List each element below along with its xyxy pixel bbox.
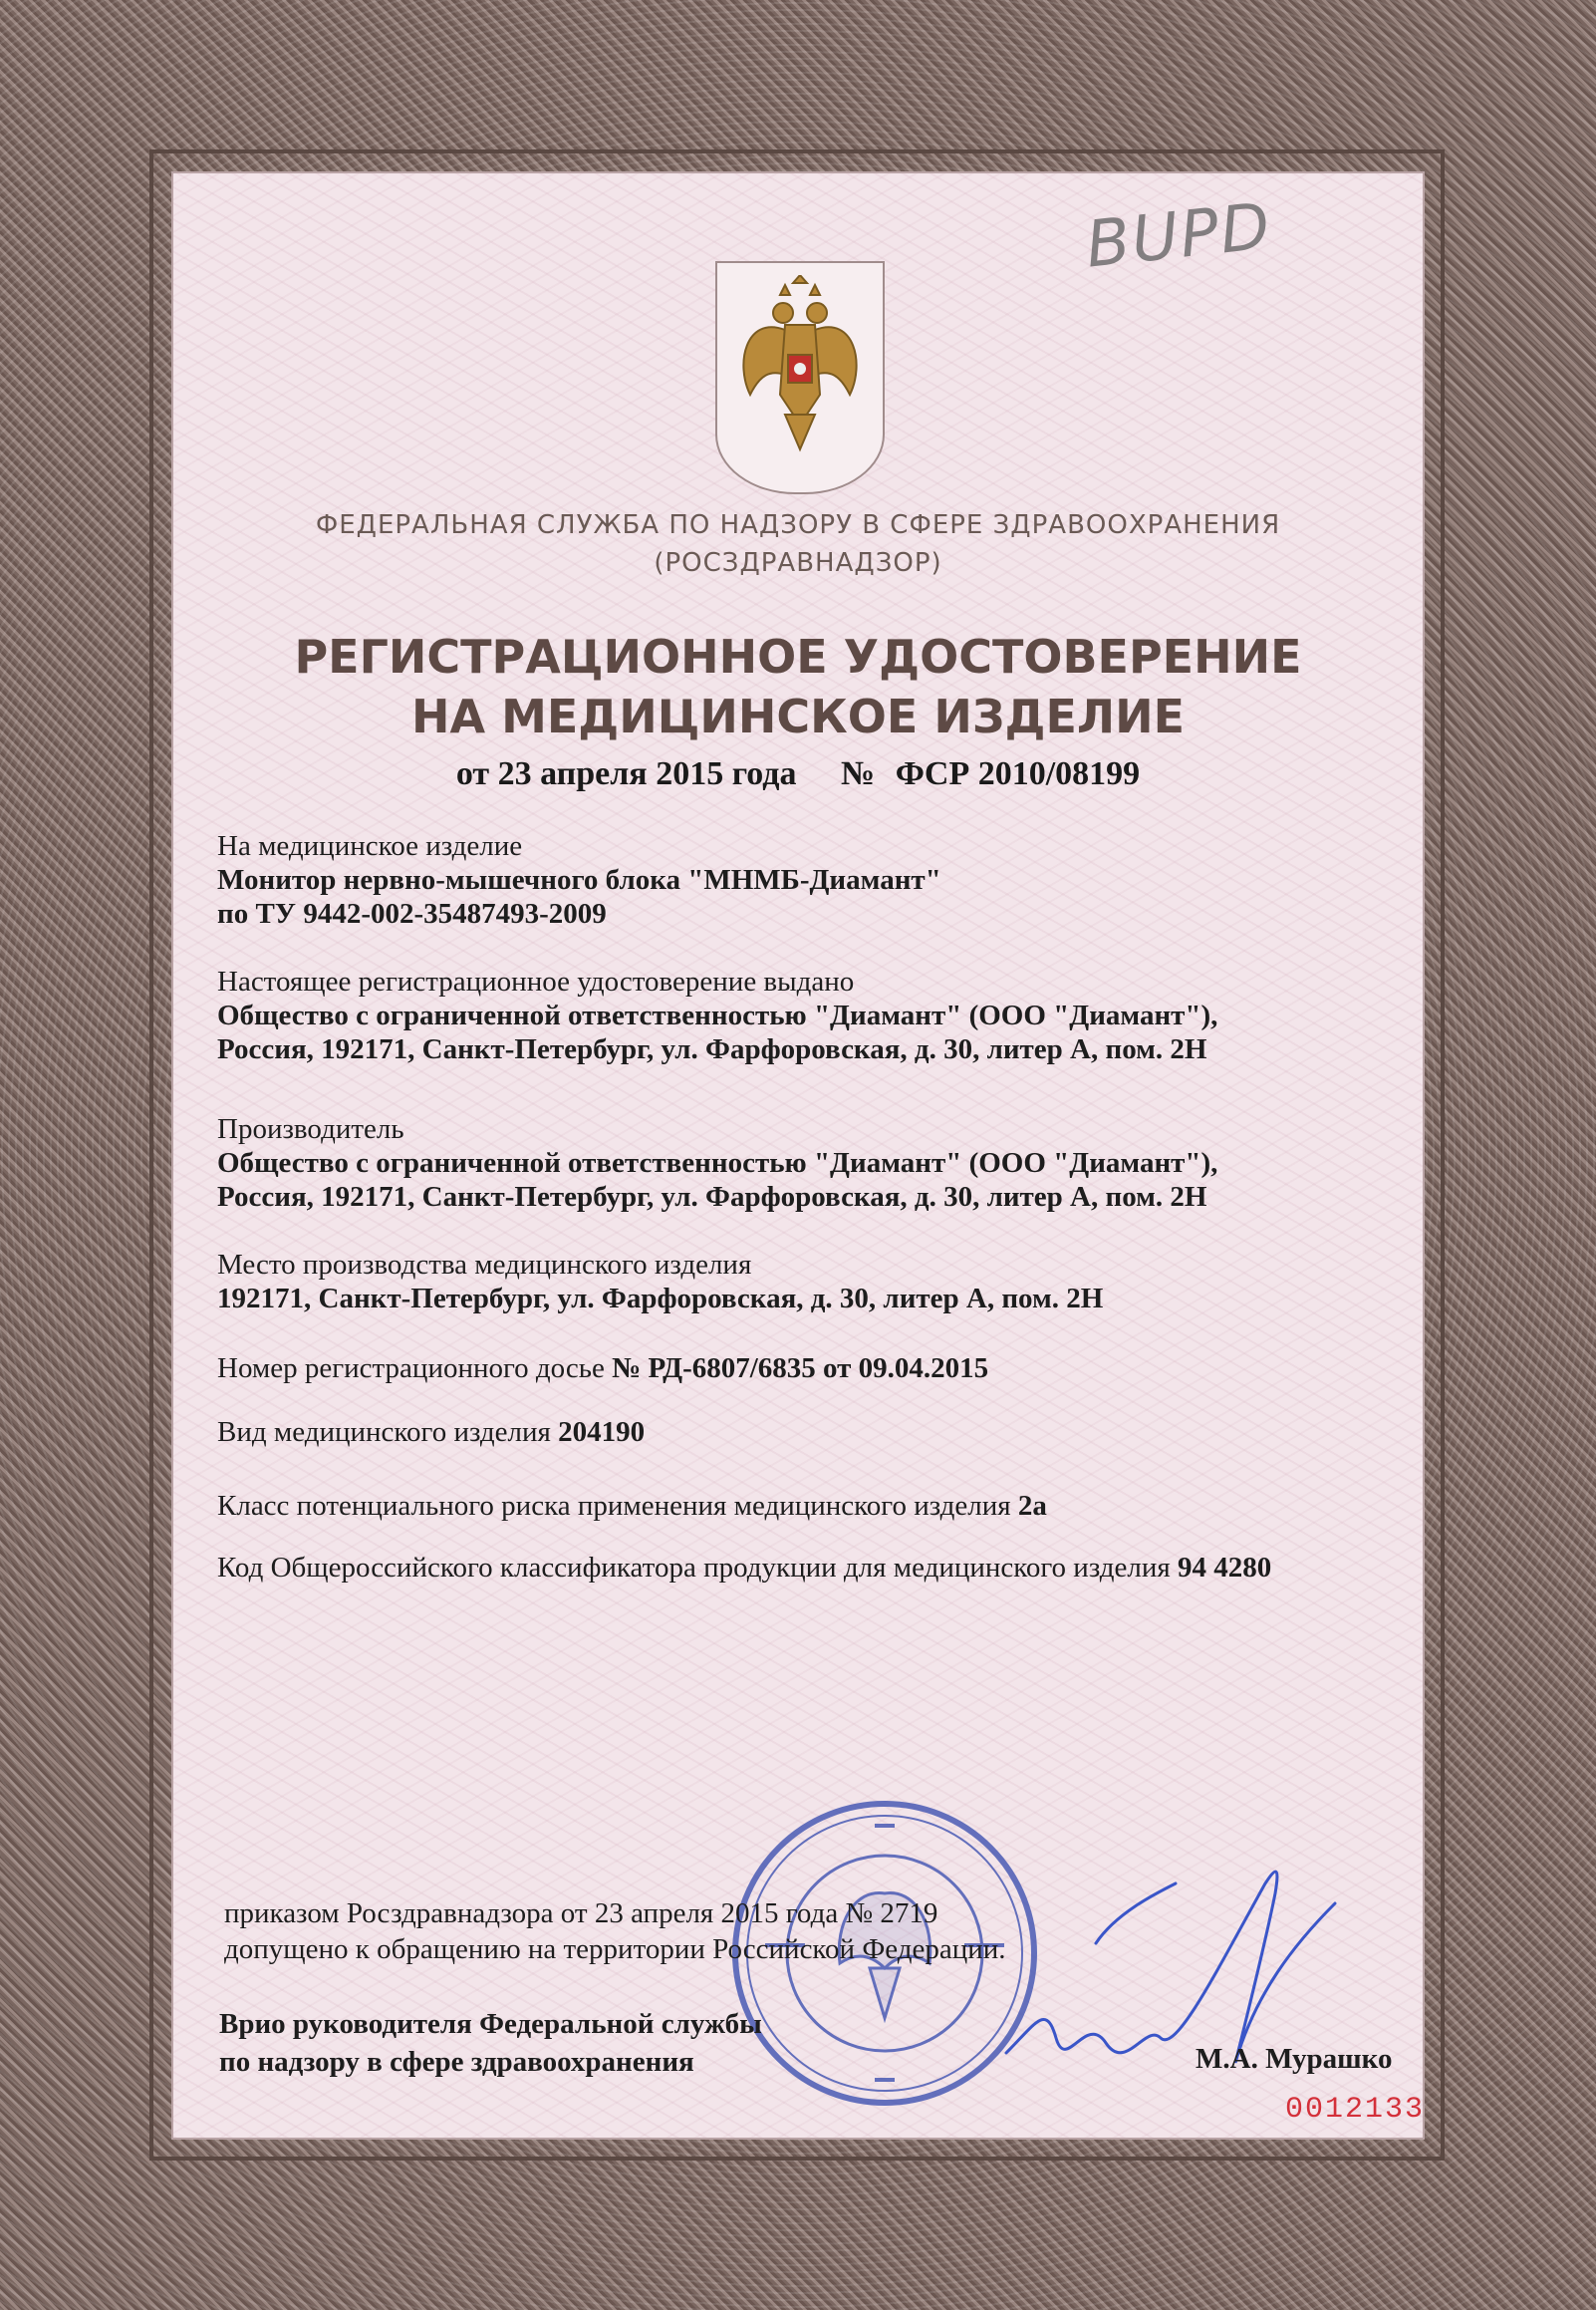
signatory-title-line2: по надзору в сфере здравоохранения [219, 2046, 694, 2078]
agency-abbreviation: (РОСЗДРАВНАДЗОР) [654, 548, 942, 578]
double-headed-eagle-icon [725, 275, 875, 474]
dossier-label: Номер регистрационного досье [217, 1352, 605, 1384]
issue-date: от 23 апреля 2015 года [455, 755, 797, 792]
serial-number: 0012133 [1285, 2093, 1426, 2127]
okp-code-value: 94 4280 [1177, 1552, 1272, 1584]
certificate-number: ФСР 2010/08199 [895, 755, 1141, 792]
signatory-name: М.А. Мурашко [1196, 2043, 1393, 2075]
document-title-line2: НА МЕДИЦИНСКОЕ ИЗДЕЛИЕ [410, 690, 1186, 743]
production-site-value: 192171, Санкт-Петербург, ул. Фарфоровская, д. 30, литер А, пом. 2Н [217, 1283, 1104, 1314]
order-text [224, 1895, 1006, 1967]
manufacturer-line1: Общество с ограниченной ответственностью "Диамант" (ООО "Диамант"), [217, 1147, 1218, 1179]
agency-name: ФЕДЕРАЛЬНАЯ СЛУЖБА ПО НАДЗОРУ В СФЕРЕ ЗДРАВООХРАНЕНИЯ [315, 510, 1281, 540]
risk-class-label: Класс потенциального риска применения медицинского изделия [217, 1490, 1011, 1522]
number-sign: № [841, 755, 876, 792]
issued-to-section [217, 965, 1413, 1066]
device-label: На медицинское изделие [217, 830, 523, 862]
device-section [217, 829, 1413, 931]
issued-to-line2: Россия, 192171, Санкт-Петербург, ул. Фарфоровская, д. 30, литер А, пом. 2Н [217, 1033, 1207, 1065]
device-name: Монитор нервно-мышечного блока "МНМБ-Диамант" [217, 864, 941, 896]
manufacturer-section [217, 1112, 1413, 1214]
okp-code-label: Код Общероссийского классификатора продукции для медицинского изделия [217, 1552, 1171, 1584]
device-type-value: 204190 [558, 1416, 646, 1448]
order-line1: приказом Росздравнадзора от 23 апреля 2015 года № 2719 [224, 1897, 938, 1929]
risk-class-value: 2а [1017, 1490, 1047, 1522]
production-site-section [217, 1248, 1413, 1315]
signatory-title-line1: Врио руководителя Федеральной службы [219, 2008, 762, 2040]
document-title-line1: РЕГИСТРАЦИОННОЕ УДОСТОВЕРЕНИЕ [294, 630, 1302, 684]
issued-to-label: Настоящее регистрационное удостоверение выдано [217, 966, 855, 998]
coat-of-arms-emblem [715, 261, 885, 494]
manufacturer-label: Производитель [217, 1113, 404, 1145]
manufacturer-line2: Россия, 192171, Санкт-Петербург, ул. Фарфоровская, д. 30, литер А, пом. 2Н [217, 1181, 1207, 1213]
dossier-section [217, 1351, 1413, 1385]
risk-class-section [217, 1489, 1413, 1523]
order-line2: допущено к обращению на территории Российской Федерации. [224, 1933, 1006, 1965]
dossier-value: № РД-6807/6835 от 09.04.2015 [612, 1352, 989, 1384]
handwritten-note: BUPD [1082, 189, 1275, 283]
signatory-title [219, 2005, 762, 2081]
production-site-label: Место производства медицинского изделия [217, 1249, 752, 1281]
issued-to-line1: Общество с ограниченной ответственностью "Диамант" (ООО "Диамант"), [217, 1000, 1218, 1031]
device-type-label: Вид медицинского изделия [217, 1416, 551, 1448]
device-spec: по ТУ 9442-002-35487493-2009 [217, 898, 607, 930]
okp-code-section [217, 1551, 1413, 1585]
issue-line [171, 755, 1425, 793]
device-type-section [217, 1415, 1413, 1449]
